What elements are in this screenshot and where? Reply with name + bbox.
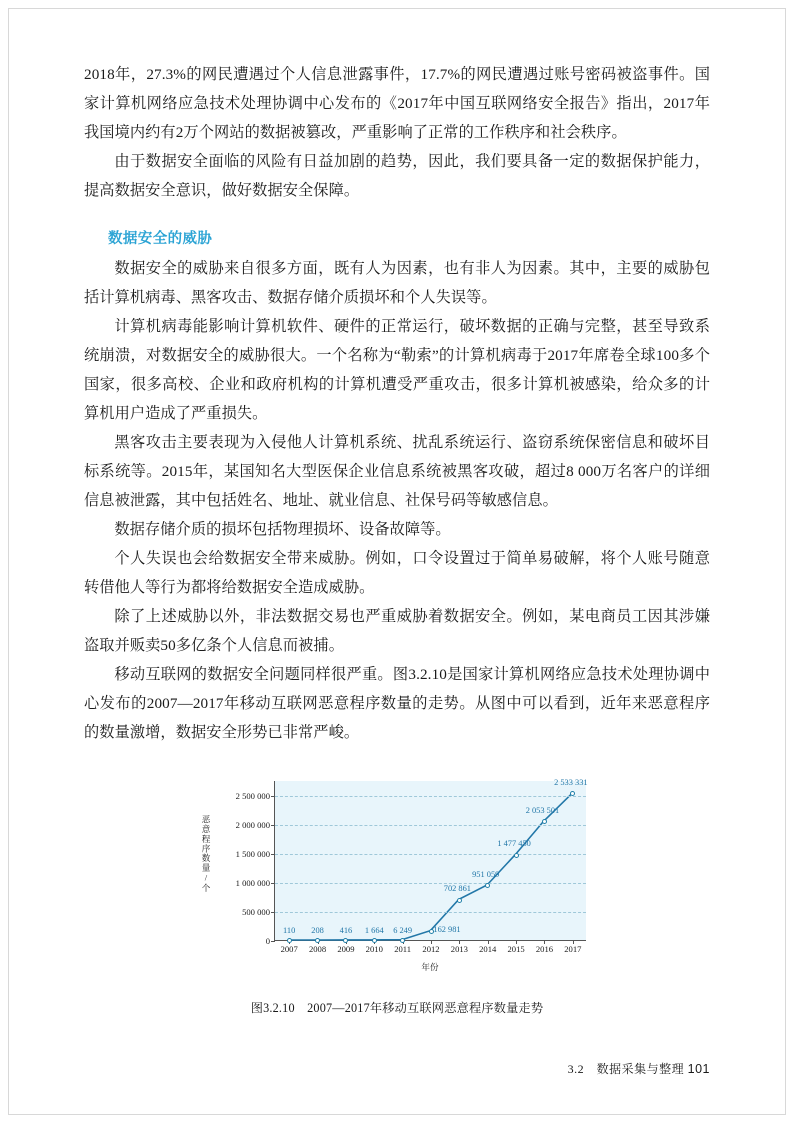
chart-data-label: 951 059 — [472, 869, 500, 879]
chart-x-tick-label: 2017 — [564, 944, 582, 954]
chart-gridline — [275, 883, 586, 884]
chart-y-tick-label: 0 — [265, 936, 270, 946]
chart-y-tick-label: 500 000 — [242, 906, 270, 917]
paragraph-body-7: 移动互联网的数据安全问题同样很严重。图3.2.10是国家计算机网络应急技术处理协调中心发布的2007—2017年移动互联网恶意程序数量的走势。从图中可以看到，近年来恶意程序的数量激增，数据安全形势已非常严峻。 — [84, 666, 710, 741]
chart-plot-area — [235, 777, 588, 954]
chart-x-tick-label: 2011 — [394, 944, 412, 954]
chart-data-label: 2 053 501 — [525, 805, 560, 815]
chart-x-tick-label: 2010 — [365, 944, 383, 954]
paragraph-body-6: 除了上述威胁以外，非法数据交易也严重威胁着数据安全。例如，某电商员工因其涉嫌盗取并贩卖50多亿条个人信息而被捕。 — [84, 608, 710, 654]
chart-x-tick-label: 2013 — [450, 944, 468, 954]
chart-y-axis-title: 恶意程序数量/个 — [201, 815, 211, 894]
figure-caption: 图3.2.10 2007—2017年移动互联网恶意程序数量走势 — [250, 1001, 544, 1015]
paragraph-intro-2: 由于数据安全面临的风险有日益加剧的趋势，因此，我们要具备一定的数据保护能力，提高数据安全意识，做好数据安全保障。 — [84, 153, 710, 199]
chart-data-label: 162 981 — [433, 924, 461, 934]
chart-data-point — [542, 819, 547, 824]
chart-gridline — [275, 912, 586, 913]
figure-3-2-10 — [84, 775, 710, 1016]
chart-y-tick-mark — [271, 825, 275, 826]
chart-x-tick-label: 2014 — [479, 944, 497, 954]
chart-data-label: 702 861 — [443, 884, 471, 894]
chart-x-tick-label: 2008 — [308, 944, 327, 954]
chart-data-label: 2 533 331 — [554, 777, 588, 787]
paragraph-body-5: 个人失误也会给数据安全带来威胁。例如，口令设置过于简单易破解，将个人账号随意转借他人等行为都将给数据安全造成威胁。 — [84, 550, 710, 596]
chart-x-tick-mark — [488, 940, 489, 944]
chart-y-tick-label: 1 000 000 — [235, 877, 270, 888]
chart-data-label: 416 — [339, 925, 353, 935]
chart-data-label: 110 — [283, 925, 296, 935]
chart-gridline — [275, 796, 586, 797]
footer-page-number: 101 — [687, 1062, 710, 1076]
chart-x-tick-label: 2012 — [422, 944, 440, 954]
chart-x-tick-mark — [544, 940, 545, 944]
paragraph-body-3: 黑客攻击主要表现为入侵他人计算机系统、扰乱系统运行、盗窃系统保密信息和破坏目标系统等。2015年，某国知名大型医保企业信息系统被黑客攻破，超过8 000万名客户的详细信息被泄露，其中包括姓名、地址、就业信息、社保号码等敏感信息。 — [84, 434, 710, 509]
chart-y-tick-label: 2 000 000 — [235, 819, 270, 830]
chart-x-tick-label: 2007 — [280, 944, 298, 954]
chart-x-tick-mark — [459, 940, 460, 944]
chart-gridline — [275, 825, 586, 826]
chart-x-tick-label: 2016 — [535, 944, 554, 954]
chart-gridline — [275, 854, 586, 855]
chart-data-label: 1 477 450 — [497, 839, 531, 849]
chart-y-tick-mark — [271, 883, 275, 884]
page-footer — [568, 1060, 710, 1077]
chart-data-point — [514, 853, 519, 858]
paragraph-body-2: 计算机病毒能影响计算机软件、硬件的正常运行，破坏数据的正确与完整，甚至导致系统崩溃，对数据安全的威胁很大。一个名称为“勒索”的计算机病毒于2017年席卷全球100多个国家，很多高校、企业和政府机构的计算机遭受严重攻击，很多计算机被感染，给众多的计算机用户造成了严重损失。 — [84, 318, 710, 422]
chart-x-tick-mark — [573, 940, 574, 944]
section-heading: 数据安全的威胁 — [108, 231, 213, 247]
footer-section: 3.2 数据采集与整理 — [567, 1062, 685, 1076]
chart-data-label: 1 664 — [364, 925, 384, 935]
chart-y-tick-label: 2 500 000 — [235, 790, 270, 801]
chart-x-axis-title: 年份 — [421, 962, 439, 972]
line-chart — [182, 775, 612, 985]
chart-x-tick-mark — [431, 940, 432, 944]
chart-y-tick-mark — [271, 912, 275, 913]
chart-data-point — [457, 898, 462, 903]
chart-x-tick-label: 2009 — [337, 944, 355, 954]
chart-x-tick-mark — [516, 940, 517, 944]
chart-y-tick-label: 1 500 000 — [235, 848, 270, 859]
chart-y-tick-mark — [271, 941, 275, 942]
chart-data-label: 6 249 — [393, 925, 413, 935]
paragraph-body-1: 数据安全的威胁来自很多方面，既有人为因素，也有非人为因素。其中，主要的威胁包括计算机病毒、黑客攻击、数据存储介质损坏和个人失误等。 — [84, 260, 710, 306]
paragraph-body-4: 数据存储介质的损坏包括物理损坏、设备故障等。 — [114, 521, 451, 538]
chart-y-tick-mark — [271, 796, 275, 797]
paragraph-intro-1: 2018年，27.3%的网民遭遇过个人信息泄露事件，17.7%的网民遭遇过账号密码被盗事件。国家计算机网络应急技术处理协调中心发布的《2017年中国互联网络安全报告》指出，2017年我国境内约有2万个网站的数据被篡改，严重影响了正常的工作秩序和社会秩序。 — [84, 66, 710, 141]
chart-y-tick-mark — [271, 854, 275, 855]
chart-x-tick-label: 2015 — [507, 944, 525, 954]
chart-data-label: 208 — [311, 925, 324, 935]
